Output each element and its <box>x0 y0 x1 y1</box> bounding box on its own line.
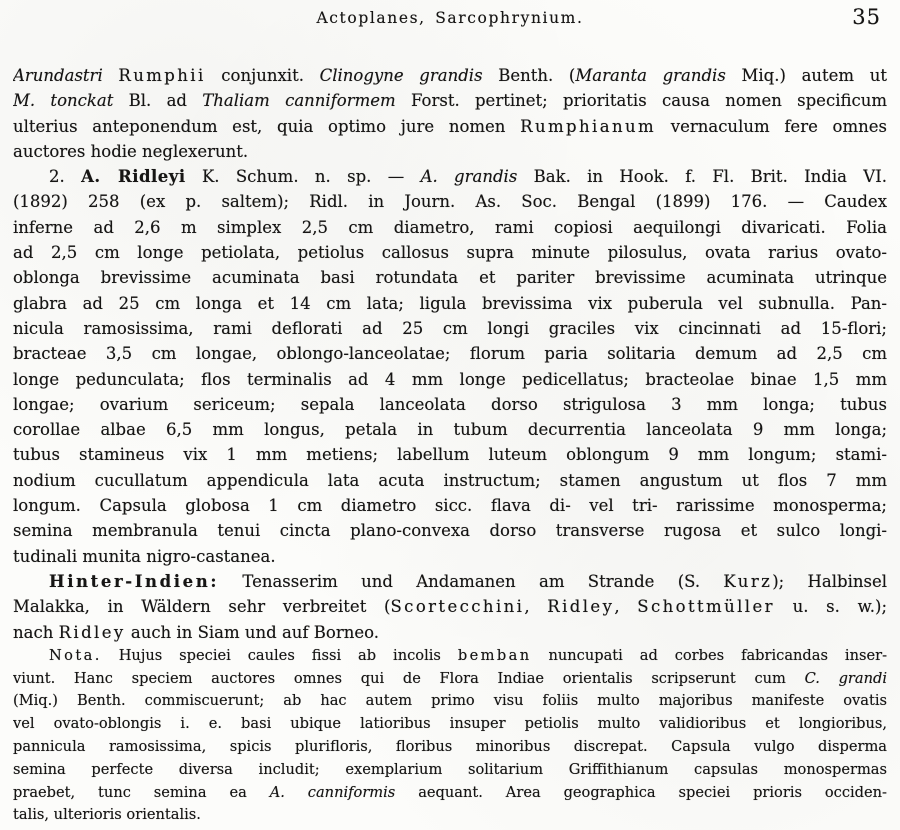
text-run: (1892) 258 (ex p. saltem); Ridl. in Journ. As. Soc. Bengal (1899) 176. — Caudex <box>13 192 887 212</box>
text-run: praebet, tunc semina ea <box>13 783 270 801</box>
text-line <box>13 88 887 113</box>
text-run: bracteae 3,5 cm longae, oblongo-lanceolatae; florum paria solitaria demum ad 2,5 cm <box>13 344 887 364</box>
text-run: ); Halbinsel <box>772 571 887 591</box>
text-run: longe pedunculata; flos terminalis ad 4 mm longe pedicellatus; bracteolae binae 1,5 mm <box>13 369 887 389</box>
text-run: Scortecchini <box>390 597 525 617</box>
text-run: Tenasserim und Andamanen am Strande (S. <box>219 571 724 591</box>
text-run: Arundastri <box>13 66 103 85</box>
text-line <box>13 367 887 392</box>
text-line <box>13 804 887 827</box>
text-run: M. tonckat <box>13 91 114 111</box>
text-run: Bak. in Hook. f. Fl. Brit. India VI. <box>517 167 887 187</box>
text-run: talis, ulterioris orientalis. <box>13 806 201 824</box>
nota-paragraph <box>13 645 887 827</box>
text-run: C. grandi <box>804 669 887 687</box>
text-run: 2. <box>49 167 82 187</box>
text-run: tubus stamineus vix 1 mm metiens; labellum luteum oblongum 9 mm longum; stami- <box>13 445 887 465</box>
page-number: 35 <box>852 5 881 29</box>
text-run: (Miq.) Benth. commiscuerunt; ab hac autem primo visu foliis multo majoribus manifeste ovatis <box>13 692 887 710</box>
text-run <box>103 66 119 85</box>
text-run: glabra ad 25 cm longa et 14 cm lata; ligula brevissima vix puberula vel subnulla. Pan- <box>13 293 887 313</box>
text-line <box>13 620 887 645</box>
text-run: Malakka, in Wäldern sehr verbreitet ( <box>13 597 391 617</box>
text-run: vernaculum fere omnes <box>656 116 887 136</box>
text-run: Forst. pertinet; prioritatis causa nomen specificum <box>395 91 887 111</box>
text-line <box>13 544 887 569</box>
text-run: pannicula ramosissima, spicis plurifloris, floribus minoribus discrepat. Capsula vulgo disperma <box>13 738 887 756</box>
text-line <box>13 265 887 290</box>
text-line <box>13 417 887 442</box>
running-title: Actoplanes, Sarcophrynium. <box>316 9 584 27</box>
text-run: auctores hodie neglexerunt. <box>13 141 249 161</box>
text-run: viunt. Hanc speciem auctores omnes qui de Flora Indiae orientalis scripserunt cum <box>13 669 805 687</box>
text-line <box>13 189 887 214</box>
text-run: Thaliam canniformem <box>202 91 396 111</box>
text-run: inferne ad 2,6 m simplex 2,5 cm diametro, rami copiosi aequilongi divaricati. Folia <box>13 217 887 237</box>
text-run: Ridley <box>58 622 126 642</box>
text-run: ad 2,5 cm longe petiolata, petiolus callosus supra minute pilosulus, ovata rarius ovato- <box>13 243 887 263</box>
text-line <box>13 63 887 88</box>
text-run: u. s. w.); <box>774 597 887 617</box>
text-run: , <box>524 597 548 617</box>
text-line <box>13 215 887 240</box>
text-run: bemban <box>457 646 532 664</box>
text-run: ulterius anteponendum est, quia optimo jure nomen <box>13 116 521 136</box>
species-description-paragraph <box>13 164 887 569</box>
text-run: Schottmüller <box>637 597 775 617</box>
text-run: Miq.) autem ut <box>725 66 887 85</box>
text-run: tudinali munita nigro-castanea. <box>13 546 276 566</box>
text-run: Maranta grandis <box>575 66 726 85</box>
text-run: Bl. ad <box>113 91 203 111</box>
text-line <box>13 759 887 782</box>
text-run: oblonga brevissime acuminata basi rotundata et pariter brevissime acuminata utrinque <box>13 268 887 288</box>
text-run: aequant. Area geographica speciei prioris occiden- <box>395 783 887 801</box>
text-line <box>13 713 887 736</box>
text-line <box>13 736 887 759</box>
text-run: semina membranula tenui cincta plano-convexa dorso transverse rugosa et sulco longi- <box>13 521 887 541</box>
text-run: semina perfecte diversa includit; exemplarium solitarium Griffithianum capsulas monospermas <box>13 760 887 778</box>
text-line <box>13 569 887 594</box>
text-run: longae; ovarium sericeum; sepala lanceolata dorso strigulosa 3 mm longa; tubus <box>13 394 887 414</box>
text-line <box>13 690 887 713</box>
text-run: , <box>614 597 638 617</box>
text-run: nodium cucullatum appendicula lata acuta instructum; stamen angustum ut flos 7 mm <box>13 470 887 490</box>
text-line <box>13 518 887 543</box>
text-run: vel ovato-oblongis i. e. basi ubique latioribus insuper petiolis multo validioribus et longioribus, <box>13 715 887 733</box>
text-run: nuncupati ad corbes fabricandas inser- <box>531 646 887 664</box>
text-run: Rumphii <box>118 66 206 85</box>
text-line <box>13 782 887 805</box>
text-run: A. grandis <box>420 167 518 187</box>
text-run: Clinogyne grandis <box>319 66 483 85</box>
text-run: A. Ridleyi <box>81 167 186 187</box>
text-run: nach <box>13 622 59 642</box>
text-run: conjunxit. <box>205 66 320 85</box>
text-run: longum. Capsula globosa 1 cm diametro sicc. flava di- vel tri- rarissime monosperma; <box>13 496 887 516</box>
text-line <box>13 442 887 467</box>
text-line <box>13 240 887 265</box>
text-run: Benth. ( <box>482 66 576 85</box>
text-line <box>13 594 887 619</box>
page-header <box>13 5 887 34</box>
text-line <box>13 164 887 189</box>
text-run: auch in Siam und auf Borneo. <box>125 622 379 642</box>
text-run: A. canniformis <box>269 783 396 801</box>
text-line <box>13 341 887 366</box>
text-run: Nota. <box>49 646 102 664</box>
text-line <box>13 139 887 164</box>
page-body <box>13 63 887 827</box>
text-line <box>13 645 887 668</box>
text-run: corollae albae 6,5 mm longus, petala in tubum decurrentia lanceolata 9 mm longa; <box>13 420 887 440</box>
text-run: Rumphianum <box>520 116 657 136</box>
text-line <box>13 668 887 691</box>
text-line <box>13 316 887 341</box>
text-line <box>13 291 887 316</box>
text-run: K. Schum. n. sp. — <box>185 167 421 187</box>
text-run: Ridley <box>547 597 615 617</box>
distribution-paragraph <box>13 569 887 645</box>
text-line <box>13 493 887 518</box>
text-run: Kurz <box>723 571 773 591</box>
text-line <box>13 114 887 139</box>
text-run: nicula ramosissima, rami deflorati ad 25 cm longi graciles vix cincinnati ad 15-flori; <box>13 318 887 338</box>
intro-continuation-paragraph <box>13 63 887 164</box>
text-line <box>13 468 887 493</box>
text-line <box>13 392 887 417</box>
text-run: Hujus speciei caules fissi ab incolis <box>101 646 458 664</box>
text-run: Hinter-Indien: <box>49 571 220 591</box>
